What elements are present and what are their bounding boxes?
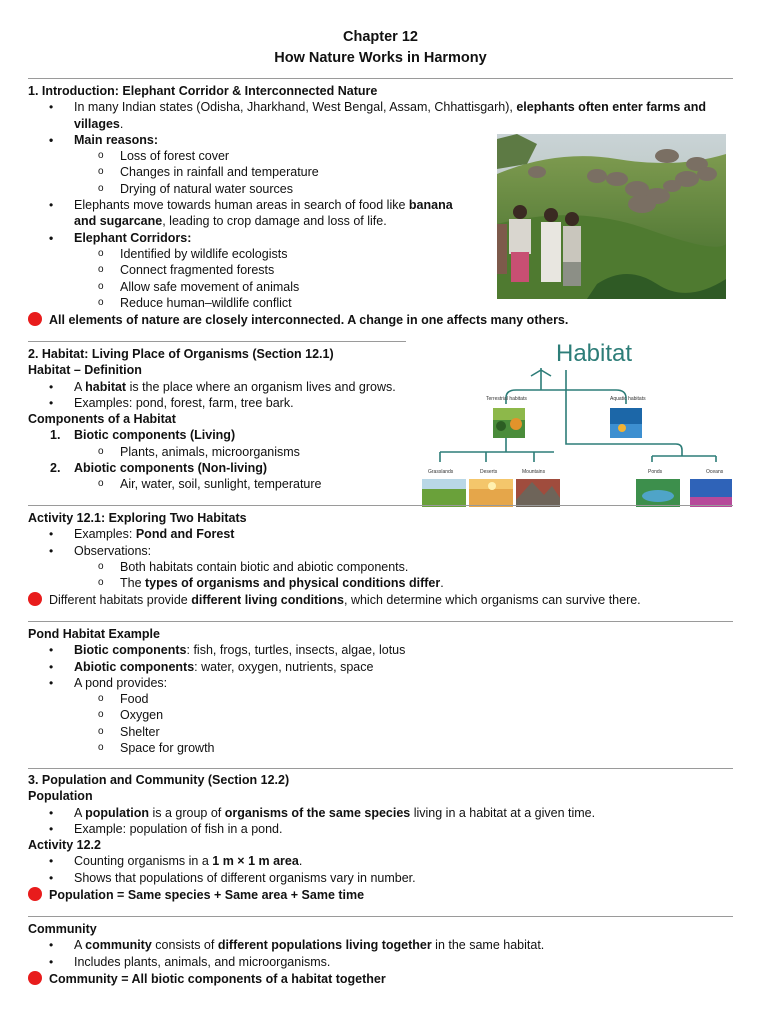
divider	[28, 341, 406, 342]
list-item: • Main reasons:	[28, 132, 733, 148]
list-subitem: o Food	[28, 691, 733, 707]
diagram-label: Deserts	[480, 469, 498, 475]
section-heading: 2. Habitat: Living Place of Organisms (Section 12.1)	[28, 347, 334, 361]
section-heading: Pond Habitat Example	[28, 627, 160, 641]
divider	[28, 78, 733, 79]
chapter-number: Chapter 12	[343, 29, 418, 45]
sub-heading: Activity 12.2	[28, 838, 101, 853]
red-dot-icon	[28, 887, 42, 901]
list-subitem: o Air, water, soil, sunlight, temperature	[28, 476, 408, 492]
list-subitem: o Changes in rainfall and temperature	[28, 164, 733, 180]
list-subitem: o Plants, animals, microorganisms	[28, 444, 408, 460]
key-note: Community = All biotic components of a habitat together	[28, 971, 733, 987]
list-item: • Elephants move towards human areas in search of food like banana and sugarcane, leading to crop damage and loss of life.	[28, 197, 733, 230]
diagram-label: Oceans	[706, 469, 724, 475]
list-item: • Abiotic components: water, oxygen, nutrients, space	[28, 659, 733, 675]
diagram-label: Mountains	[522, 469, 546, 475]
list-item: • Counting organisms in a 1 m × 1 m area.	[28, 853, 733, 869]
list-item: • A pond provides:	[28, 675, 733, 691]
habitat-diagram	[406, 340, 732, 510]
sub-heading: Components of a Habitat	[28, 412, 176, 427]
key-note: All elements of nature are closely interconnected. A change in one affects many others.	[28, 312, 733, 328]
list-item: • Biotic components: fish, frogs, turtles, insects, algae, lotus	[28, 642, 733, 658]
section-heading: Activity 12.1: Exploring Two Habitats	[28, 511, 247, 525]
list-item: • A habitat is the place where an organism lives and grows.	[28, 379, 408, 395]
key-note: Population = Same species + Same area + Same time	[28, 887, 733, 903]
elephant-photo	[497, 134, 726, 299]
diagram-title: Habitat	[556, 340, 633, 367]
list-item: • Examples: pond, forest, farm, tree bark.	[28, 395, 408, 411]
list-subitem: o Reduce human–wildlife conflict	[28, 295, 733, 311]
numbered-item: 1. Biotic components (Living)	[50, 428, 236, 443]
list-subitem: o Drying of natural water sources	[28, 181, 733, 197]
red-dot-icon	[28, 592, 42, 606]
divider	[28, 916, 733, 917]
list-subitem: o Connect fragmented forests	[28, 262, 733, 278]
list-subitem: o The types of organisms and physical conditions differ.	[28, 575, 733, 591]
list-item: • A community consists of different populations living together in the same habitat.	[28, 937, 733, 953]
diagram-label: Ponds	[648, 469, 663, 475]
section-pond-habitat	[28, 626, 733, 756]
list-item: • A population is a group of organisms of the same species living in a habitat at a given time.	[28, 805, 733, 821]
section-heading: 3. Population and Community (Section 12.2)	[28, 773, 290, 787]
numbered-item: 2. Abiotic components (Non-living)	[50, 461, 268, 476]
key-note: Different habitats provide different living conditions, which determine which organisms can survive there.	[28, 592, 733, 608]
list-item: • Examples: Pond and Forest	[28, 526, 733, 542]
list-subitem: o Identified by wildlife ecologists	[28, 246, 733, 262]
section-heading: 1. Introduction: Elephant Corridor & Interconnected Nature	[28, 84, 378, 98]
divider	[28, 505, 733, 506]
section-heading: Community	[28, 922, 97, 936]
divider	[28, 621, 733, 622]
list-item: • Includes plants, animals, and microorganisms.	[28, 954, 733, 970]
list-subitem: o Both habitats contain biotic and abiotic components.	[28, 559, 733, 575]
list-item: • Observations:	[28, 543, 733, 559]
list-subitem: o Allow safe movement of animals	[28, 279, 733, 295]
list-item: • Shows that populations of different organisms vary in number.	[28, 870, 733, 886]
diagram-label: Aquatic habitats	[610, 396, 646, 402]
list-item: • In many Indian states (Odisha, Jharkhand, West Bengal, Assam, Chhattisgarh), elephants often enter farms and villages.	[28, 99, 714, 132]
chapter-title: How Nature Works in Harmony	[274, 50, 487, 66]
list-item: • Example: population of fish in a pond.	[28, 821, 733, 837]
section-habitat	[28, 346, 408, 493]
section-community	[28, 921, 733, 987]
list-subitem: o Space for growth	[28, 740, 733, 756]
section-population	[28, 772, 733, 903]
sub-heading: Population	[28, 789, 93, 804]
divider	[28, 768, 733, 769]
diagram-label: Terrestrial habitats	[486, 396, 527, 402]
list-subitem: o Shelter	[28, 724, 733, 740]
red-dot-icon	[28, 971, 42, 985]
list-item: • Elephant Corridors:	[28, 230, 733, 246]
section-activity-12-1	[28, 510, 733, 609]
list-subitem: o Oxygen	[28, 707, 733, 723]
list-subitem: o Loss of forest cover	[28, 148, 733, 164]
red-dot-icon	[28, 312, 42, 326]
diagram-label: Grasslands	[428, 469, 454, 475]
sub-heading: Habitat – Definition	[28, 363, 142, 378]
